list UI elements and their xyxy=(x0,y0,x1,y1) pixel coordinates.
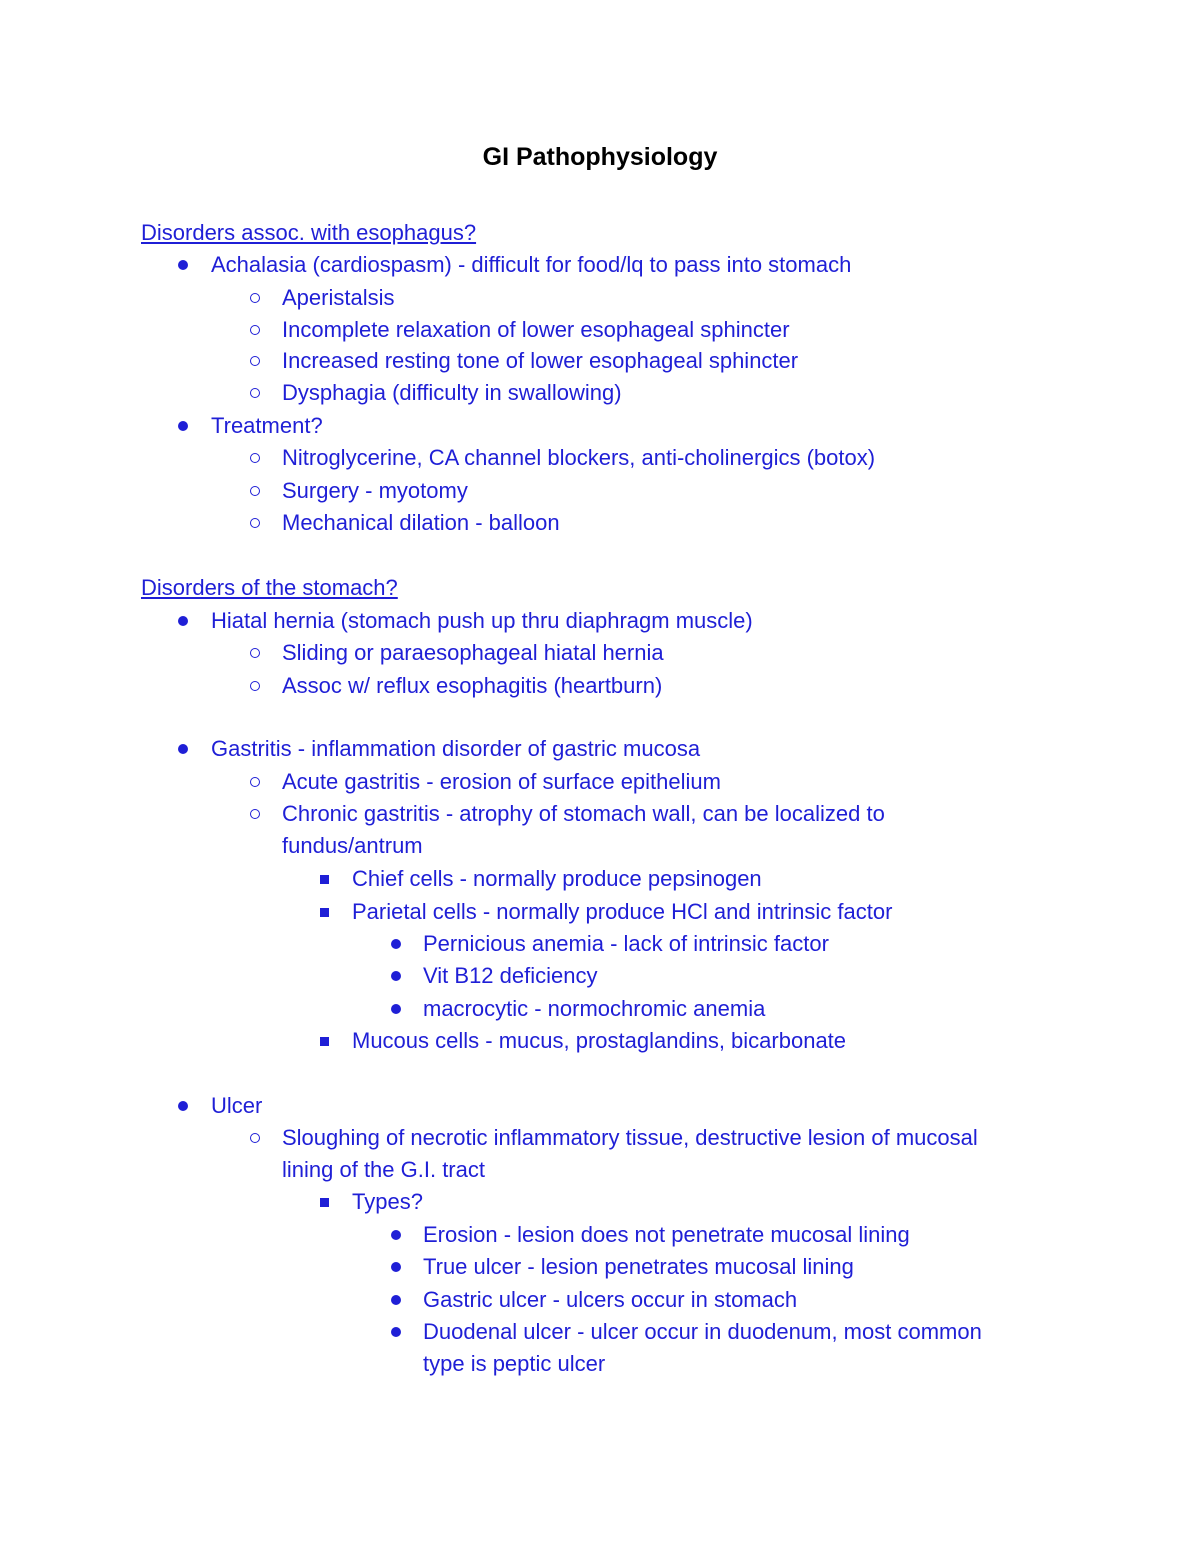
list-item-text: Achalasia (cardiospasm) - difficult for food/lq to pass into stomach xyxy=(211,252,852,277)
list-item-text: Vit B12 deficiency xyxy=(423,963,598,988)
list-item-text: Chief cells - normally produce pepsinogen xyxy=(352,866,762,891)
bullet-marker-icon xyxy=(0,1186,1200,1218)
list-item-text: Incomplete relaxation of lower esophageal sphincter xyxy=(282,317,790,342)
page-title: GI Pathophysiology xyxy=(482,143,718,171)
list-item-text: Mucous cells - mucus, prostaglandins, bicarbonate xyxy=(352,1028,847,1053)
list-item-text: Parietal cells - normally produce HCl and intrinsic factor xyxy=(352,899,893,924)
list-item-text: Mechanical dilation - balloon xyxy=(282,510,560,535)
list-item-text: Sloughing of necrotic inflammatory tissue, destructive lesion of mucosal xyxy=(282,1125,978,1150)
list-item-text: Gastritis - inflammation disorder of gastric mucosa xyxy=(211,736,701,761)
bullet-marker-icon xyxy=(0,410,1200,442)
list-item-text: lining of the G.I. tract xyxy=(282,1157,485,1182)
list-item-text: Chronic gastritis - atrophy of stomach wall, can be localized to xyxy=(282,801,885,826)
bullet-marker-icon xyxy=(0,1090,1200,1122)
list-item-text: Sliding or paraesophageal hiatal hernia xyxy=(282,640,664,665)
list-item-text: Gastric ulcer - ulcers occur in stomach xyxy=(423,1287,798,1312)
section-heading: Disorders of the stomach? xyxy=(141,575,398,600)
bullet-marker-icon xyxy=(0,282,1200,314)
list-item-text: Increased resting tone of lower esophageal sphincter xyxy=(282,348,799,373)
list-item-text: type is peptic ulcer xyxy=(423,1351,606,1376)
list-item-text: Types? xyxy=(352,1189,423,1214)
list-item-text: Hiatal hernia (stomach push up thru diaphragm muscle) xyxy=(211,608,753,633)
list-item-text: Acute gastritis - erosion of surface epithelium xyxy=(282,769,721,794)
section-heading: Disorders assoc. with esophagus? xyxy=(141,220,477,245)
list-item-text: True ulcer - lesion penetrates mucosal lining xyxy=(423,1254,854,1279)
list-item-text: macrocytic - normochromic anemia xyxy=(423,996,766,1021)
list-item-text: Erosion - lesion does not penetrate mucosal lining xyxy=(423,1222,910,1247)
bullet-marker-icon xyxy=(0,960,1200,992)
list-item-text: Nitroglycerine, CA channel blockers, anti-cholinergics (botox) xyxy=(282,445,876,470)
list-item-text: Surgery - myotomy xyxy=(282,478,468,503)
list-item-text: Pernicious anemia - lack of intrinsic factor xyxy=(423,931,829,956)
list-item-text: fundus/antrum xyxy=(282,833,423,858)
list-item-text: Ulcer xyxy=(211,1093,263,1118)
bullet-marker-icon xyxy=(0,475,1200,507)
list-item-text: Assoc w/ reflux esophagitis (heartburn) xyxy=(282,673,663,698)
list-item-text: Duodenal ulcer - ulcer occur in duodenum, most common xyxy=(423,1319,982,1344)
list-item-text: Treatment? xyxy=(211,413,323,438)
list-item-text: Dysphagia (difficulty in swallowing) xyxy=(282,380,622,405)
bullet-marker-icon xyxy=(0,507,1200,539)
list-item-text: Aperistalsis xyxy=(282,285,395,310)
